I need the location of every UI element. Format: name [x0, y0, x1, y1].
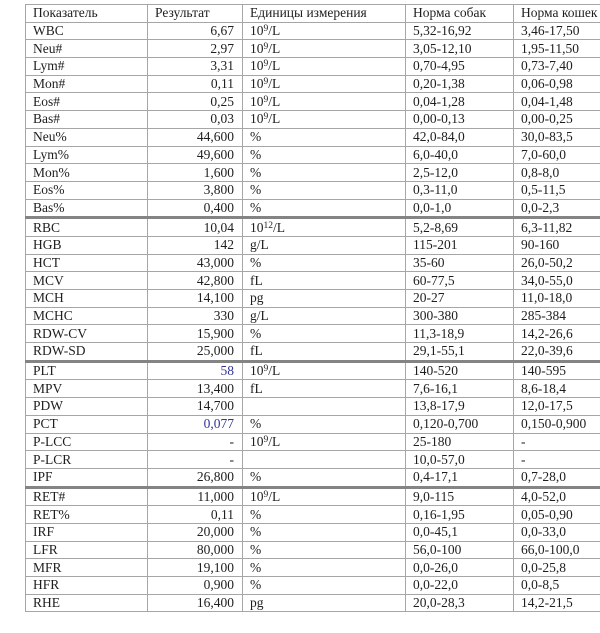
unit-cell: pg — [243, 594, 406, 612]
unit-cell: $10^9/L$ — [243, 22, 406, 40]
indicator-cell: MCHC — [26, 307, 148, 325]
unit-cell: $10^9/L$ — [243, 58, 406, 76]
cat-norm-cell: 0,0-33,0 — [514, 523, 600, 541]
result-cell: 42,800 — [148, 272, 243, 290]
dog-norm-cell: 5,2-8,69 — [406, 218, 514, 237]
result-cell: 10,04 — [148, 218, 243, 237]
indicator-cell: RET% — [26, 506, 148, 524]
cat-norm-cell: 140-595 — [514, 361, 600, 380]
unit-cell: g/L — [243, 236, 406, 254]
cat-norm-cell: 22,0-39,6 — [514, 343, 600, 362]
table-row — [26, 468, 600, 487]
unit-cell: fL — [243, 380, 406, 398]
unit-cell: % — [243, 468, 406, 487]
dog-norm-cell: 6,0-40,0 — [406, 146, 514, 164]
table-row — [26, 236, 600, 254]
cat-norm-cell: 34,0-55,0 — [514, 272, 600, 290]
table-row — [26, 272, 600, 290]
dog-norm-cell: 140-520 — [406, 361, 514, 380]
table-row — [26, 577, 600, 595]
indicator-cell: Neu% — [26, 128, 148, 146]
unit-cell: % — [243, 181, 406, 199]
result-cell: 142 — [148, 236, 243, 254]
result-cell: 44,600 — [148, 128, 243, 146]
indicator-cell: HGB — [26, 236, 148, 254]
unit-cell: % — [243, 415, 406, 433]
unit-cell: % — [243, 164, 406, 182]
dog-norm-cell: 56,0-100 — [406, 541, 514, 559]
table-row — [26, 111, 600, 129]
indicator-cell: Lym% — [26, 146, 148, 164]
result-cell: 11,000 — [148, 487, 243, 506]
unit-cell: $10^{12}/L$ — [243, 218, 406, 237]
indicator-cell: P-LCR — [26, 451, 148, 469]
unit-cell: % — [243, 146, 406, 164]
unit-exponent: 12 — [263, 220, 273, 231]
unit-cell: % — [243, 254, 406, 272]
table-row — [26, 487, 600, 506]
unit-cell: % — [243, 541, 406, 559]
cat-norm-cell: 14,2-21,5 — [514, 594, 600, 612]
dog-norm-cell: 20-27 — [406, 290, 514, 308]
table-row — [26, 541, 600, 559]
unit-cell: % — [243, 577, 406, 595]
dog-norm-cell: 0,0-26,0 — [406, 559, 514, 577]
cat-norm-cell: 0,7-28,0 — [514, 468, 600, 487]
result-cell: 26,800 — [148, 468, 243, 487]
indicator-cell: RHE — [26, 594, 148, 612]
result-cell: 0,077 — [148, 415, 243, 433]
table-row — [26, 325, 600, 343]
unit-cell: % — [243, 128, 406, 146]
cat-norm-cell: 0,00-0,25 — [514, 111, 600, 129]
dog-norm-cell: 0,120-0,700 — [406, 415, 514, 433]
unit-cell: % — [243, 559, 406, 577]
result-cell: 2,97 — [148, 40, 243, 58]
table-row — [26, 343, 600, 362]
cat-norm-cell: 90-160 — [514, 236, 600, 254]
table-row — [26, 93, 600, 111]
dog-norm-cell: 35-60 — [406, 254, 514, 272]
dog-norm-cell: 2,5-12,0 — [406, 164, 514, 182]
indicator-cell: HFR — [26, 577, 148, 595]
unit-exponent: 9 — [263, 434, 269, 445]
result-cell: 0,03 — [148, 111, 243, 129]
cat-norm-cell: 0,150-0,900 — [514, 415, 600, 433]
cat-norm-cell: - — [514, 433, 600, 451]
dog-norm-cell: 0,0-45,1 — [406, 523, 514, 541]
result-cell: 80,000 — [148, 541, 243, 559]
result-cell: 20,000 — [148, 523, 243, 541]
table-row — [26, 380, 600, 398]
result-cell: 14,100 — [148, 290, 243, 308]
unit-cell: $10^9/L$ — [243, 40, 406, 58]
result-cell: 0,11 — [148, 506, 243, 524]
result-cell: 330 — [148, 307, 243, 325]
dog-norm-cell: 0,00-0,13 — [406, 111, 514, 129]
result-cell: 49,600 — [148, 146, 243, 164]
column-header-dog-norm: Норма собак — [406, 5, 514, 23]
dog-norm-cell: 0,04-1,28 — [406, 93, 514, 111]
dog-norm-cell: 0,70-4,95 — [406, 58, 514, 76]
indicator-cell: IPF — [26, 468, 148, 487]
cat-norm-cell: 0,0-8,5 — [514, 577, 600, 595]
result-cell: 0,400 — [148, 199, 243, 218]
unit-cell: $10^9/L$ — [243, 111, 406, 129]
result-cell: 6,67 — [148, 22, 243, 40]
cat-norm-cell: 12,0-17,5 — [514, 398, 600, 416]
unit-exponent: 9 — [263, 41, 269, 52]
unit-exponent: 9 — [263, 24, 269, 35]
indicator-cell: Eos% — [26, 181, 148, 199]
dog-norm-cell: 0,3-11,0 — [406, 181, 514, 199]
dog-norm-cell: 7,6-16,1 — [406, 380, 514, 398]
unit-cell: fL — [243, 343, 406, 362]
result-cell: 14,700 — [148, 398, 243, 416]
indicator-cell: RDW-CV — [26, 325, 148, 343]
dog-norm-cell: 3,05-12,10 — [406, 40, 514, 58]
indicator-cell: WBC — [26, 22, 148, 40]
unit-cell — [243, 398, 406, 416]
cat-norm-cell: 0,06-0,98 — [514, 75, 600, 93]
indicator-cell: Bas% — [26, 199, 148, 218]
cbc-table-container — [25, 4, 600, 624]
table-row — [26, 218, 600, 237]
indicator-cell: Neu# — [26, 40, 148, 58]
unit-cell: % — [243, 523, 406, 541]
table-row — [26, 199, 600, 218]
dog-norm-cell: 10,0-57,0 — [406, 451, 514, 469]
cat-norm-cell: 11,0-18,0 — [514, 290, 600, 308]
unit-cell: $10^9/L$ — [243, 361, 406, 380]
dog-norm-cell: 0,4-17,1 — [406, 468, 514, 487]
indicator-cell: Mon# — [26, 75, 148, 93]
table-row — [26, 40, 600, 58]
indicator-cell: IRF — [26, 523, 148, 541]
result-cell: - — [148, 433, 243, 451]
result-cell: 3,800 — [148, 181, 243, 199]
cat-norm-cell: 0,8-8,0 — [514, 164, 600, 182]
indicator-cell: MFR — [26, 559, 148, 577]
table-row — [26, 415, 600, 433]
unit-cell: $10^9/L$ — [243, 93, 406, 111]
result-cell: 3,31 — [148, 58, 243, 76]
unit-cell: % — [243, 199, 406, 218]
table-row — [26, 58, 600, 76]
cat-norm-cell: 30,0-83,5 — [514, 128, 600, 146]
table-row — [26, 594, 600, 612]
cat-norm-cell: 66,0-100,0 — [514, 541, 600, 559]
dog-norm-cell: 9,0-115 — [406, 487, 514, 506]
table-row — [26, 398, 600, 416]
indicator-cell: MPV — [26, 380, 148, 398]
table-row — [26, 506, 600, 524]
dog-norm-cell: 115-201 — [406, 236, 514, 254]
column-header-units: Единицы измерения — [243, 5, 406, 23]
table-row — [26, 361, 600, 380]
table-row — [26, 451, 600, 469]
indicator-cell: P-LCC — [26, 433, 148, 451]
dog-norm-cell: 29,1-55,1 — [406, 343, 514, 362]
column-header-indicator: Показатель — [26, 5, 148, 23]
dog-norm-cell: 0,20-1,38 — [406, 75, 514, 93]
cat-norm-cell: 1,95-11,50 — [514, 40, 600, 58]
table-row — [26, 523, 600, 541]
result-cell: 25,000 — [148, 343, 243, 362]
result-cell: 0,25 — [148, 93, 243, 111]
cat-norm-cell: 26,0-50,2 — [514, 254, 600, 272]
unit-exponent: 9 — [263, 489, 269, 500]
dog-norm-cell: 42,0-84,0 — [406, 128, 514, 146]
result-cell: 0,900 — [148, 577, 243, 595]
cat-norm-cell: 7,0-60,0 — [514, 146, 600, 164]
cat-norm-cell: 0,5-11,5 — [514, 181, 600, 199]
dog-norm-cell: 0,16-1,95 — [406, 506, 514, 524]
indicator-cell: LFR — [26, 541, 148, 559]
unit-cell: pg — [243, 290, 406, 308]
dog-norm-cell: 300-380 — [406, 307, 514, 325]
result-cell: 16,400 — [148, 594, 243, 612]
dog-norm-cell: 0,0-1,0 — [406, 199, 514, 218]
dog-norm-cell: 0,0-22,0 — [406, 577, 514, 595]
result-cell: 13,400 — [148, 380, 243, 398]
indicator-cell: RBC — [26, 218, 148, 237]
cat-norm-cell: 14,2-26,6 — [514, 325, 600, 343]
result-cell: 58 — [148, 361, 243, 380]
cat-norm-cell: 3,46-17,50 — [514, 22, 600, 40]
indicator-cell: PDW — [26, 398, 148, 416]
dog-norm-cell: 60-77,5 — [406, 272, 514, 290]
table-row — [26, 290, 600, 308]
table-row — [26, 254, 600, 272]
result-cell: 0,11 — [148, 75, 243, 93]
unit-cell: fL — [243, 272, 406, 290]
indicator-cell: HCT — [26, 254, 148, 272]
cat-norm-cell: 6,3-11,82 — [514, 218, 600, 237]
unit-exponent: 9 — [263, 94, 269, 105]
unit-cell: g/L — [243, 307, 406, 325]
unit-cell — [243, 451, 406, 469]
cat-norm-cell: 0,0-25,8 — [514, 559, 600, 577]
unit-cell: % — [243, 325, 406, 343]
dog-norm-cell: 13,8-17,9 — [406, 398, 514, 416]
indicator-cell: PCT — [26, 415, 148, 433]
indicator-cell: Lym# — [26, 58, 148, 76]
unit-exponent: 9 — [263, 59, 269, 70]
table-row — [26, 559, 600, 577]
cat-norm-cell: 285-384 — [514, 307, 600, 325]
unit-cell: $10^9/L$ — [243, 75, 406, 93]
column-header-cat-norm: Норма кошек — [514, 5, 600, 23]
table-row — [26, 307, 600, 325]
result-cell: 19,100 — [148, 559, 243, 577]
result-cell: - — [148, 451, 243, 469]
indicator-cell: MCH — [26, 290, 148, 308]
result-cell: 1,600 — [148, 164, 243, 182]
table-row — [26, 128, 600, 146]
unit-exponent: 9 — [263, 364, 269, 375]
cat-norm-cell: 0,04-1,48 — [514, 93, 600, 111]
result-cell: 43,000 — [148, 254, 243, 272]
unit-cell: % — [243, 506, 406, 524]
unit-exponent: 9 — [263, 77, 269, 88]
column-header-result: Результат — [148, 5, 243, 23]
cat-norm-cell: 0,05-0,90 — [514, 506, 600, 524]
table-row — [26, 164, 600, 182]
header-row — [26, 5, 600, 23]
cbc-results-table — [25, 4, 600, 612]
indicator-cell: Bas# — [26, 111, 148, 129]
cat-norm-cell: 0,73-7,40 — [514, 58, 600, 76]
table-row — [26, 181, 600, 199]
table-row — [26, 433, 600, 451]
table-row — [26, 22, 600, 40]
indicator-cell: RET# — [26, 487, 148, 506]
indicator-cell: Eos# — [26, 93, 148, 111]
dog-norm-cell: 5,32-16,92 — [406, 22, 514, 40]
indicator-cell: PLT — [26, 361, 148, 380]
cat-norm-cell: 4,0-52,0 — [514, 487, 600, 506]
indicator-cell: Mon% — [26, 164, 148, 182]
unit-cell: $10^9/L$ — [243, 487, 406, 506]
result-cell: 15,900 — [148, 325, 243, 343]
table-row — [26, 146, 600, 164]
dog-norm-cell: 11,3-18,9 — [406, 325, 514, 343]
dog-norm-cell: 25-180 — [406, 433, 514, 451]
indicator-cell: MCV — [26, 272, 148, 290]
cat-norm-cell: 8,6-18,4 — [514, 380, 600, 398]
unit-exponent: 9 — [263, 112, 269, 123]
unit-cell: $10^9/L$ — [243, 433, 406, 451]
cat-norm-cell: 0,0-2,3 — [514, 199, 600, 218]
table-row — [26, 75, 600, 93]
indicator-cell: RDW-SD — [26, 343, 148, 362]
dog-norm-cell: 20,0-28,3 — [406, 594, 514, 612]
cat-norm-cell: - — [514, 451, 600, 469]
